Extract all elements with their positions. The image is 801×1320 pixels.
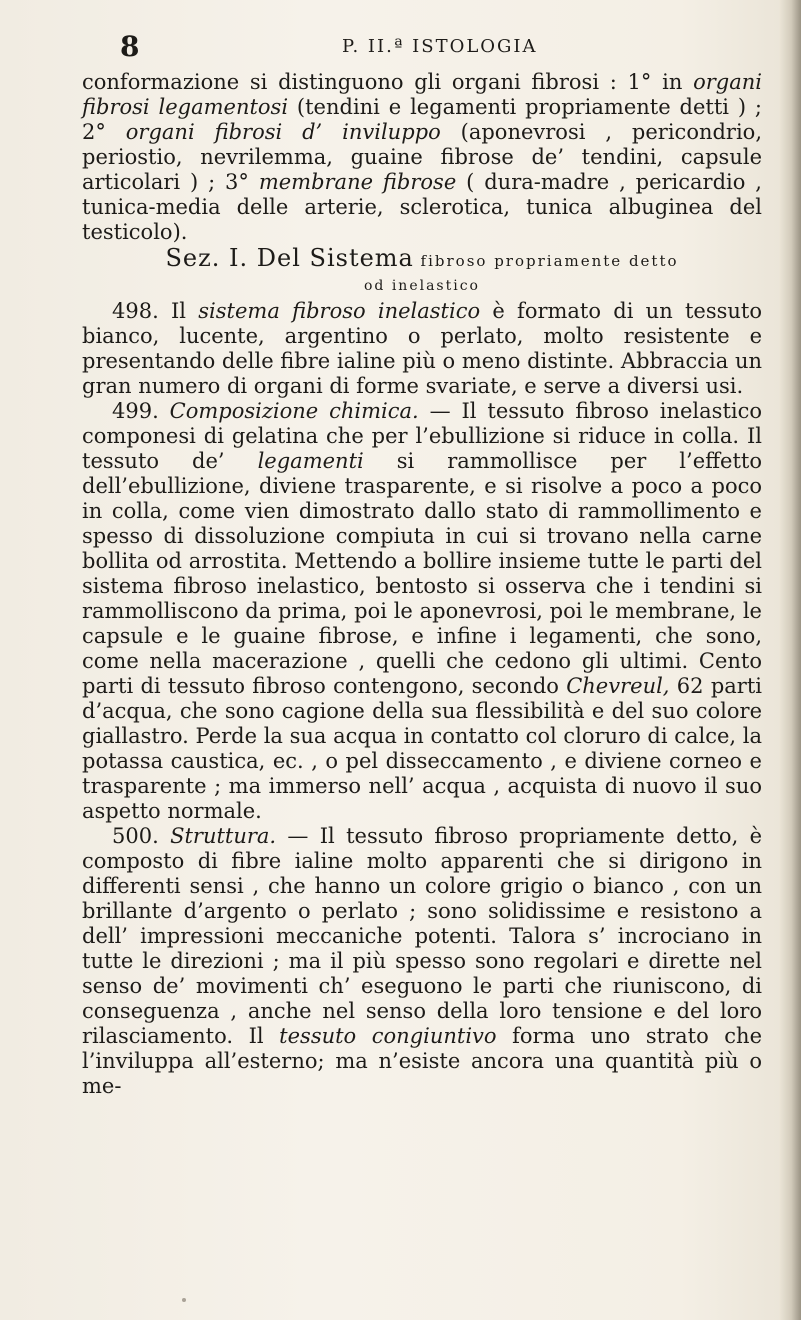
run: è formato di un tessuto bianco, lucente, argentino o perlato, molto resistente e presentando delle fibre ialine più o meno distinte. Abbraccia un gran numero di organi di forme svariate, e serve a diversi usi.	[82, 299, 762, 398]
run-italic: legamenti	[257, 449, 364, 473]
run: forma uno strato che l’inviluppa all’esterno; ma n’esiste ancora una quantità più o me-	[82, 1024, 762, 1098]
page-header	[120, 30, 720, 66]
section-heading-rest: fibroso propriamente detto	[420, 252, 679, 270]
paragraph-499	[82, 399, 762, 824]
run-italic: organi fibrosi legamentosi	[82, 70, 762, 119]
section-subheading: od inelastico	[363, 278, 480, 294]
run: ( dura-madre , pericardio , tunica-media delle arterie, sclerotica, tunica albuginea del testicolo).	[82, 170, 762, 244]
run-italic: tessuto congiuntivo	[279, 1024, 497, 1048]
run-italic: membrane fibrose	[258, 170, 457, 194]
run: conformazione si distinguono gli organi fibrosi : 1° in	[82, 70, 694, 94]
run: — Il tessuto fibroso propriamente detto, è composto di fibre ialine molto apparenti che si dirigono in differenti sensi , che hanno un colore grigio o bianco , con un brillante d’argento o perlato ; sono solidissime e resistono a dell’ impressioni meccaniche potenti. Talora s’ incrociano in tutte le direzioni ; ma il più spesso sono regolari e dirette nel senso de’ movimenti ch’ eseguono le parti che riuniscono, di conseguenza , anche nel senso della loro tensione e del loro rilasciamento. Il	[82, 824, 762, 1048]
running-title: P. II.ª ISTOLOGIA	[342, 36, 538, 57]
run-italic: Chevreul,	[566, 674, 670, 698]
section-heading	[82, 245, 762, 274]
body-text	[82, 70, 762, 1099]
run-italic: Struttura.	[170, 824, 277, 848]
run: — Il tessuto fibroso inelastico componesi di gelatina che per l’ebullizione si riduce in colla. Il tessuto de’	[82, 399, 762, 473]
run: (aponevrosi , pericondrio, periostio, nevrilemma, guaine fibrose de’ tendini, capsule articolari ) ; 3°	[82, 120, 762, 194]
paragraph-500	[82, 824, 762, 1099]
run-italic: Composizione chimica.	[169, 399, 419, 423]
paper-speck	[182, 1298, 186, 1302]
paragraph-498	[82, 299, 762, 399]
run: (tendini e legamenti propriamente detti ) ; 2°	[82, 95, 762, 144]
run-italic: sistema fibroso inelastico	[198, 299, 481, 323]
intro-paragraph	[82, 70, 762, 245]
run: 499.	[112, 399, 170, 423]
page-number: 8	[120, 30, 141, 63]
page-spine-shadow	[779, 0, 801, 1320]
run: 62 parti d’acqua, che sono cagione della sua flessibilità e del suo colore giallastro. Perde la sua acqua in contatto col cloruro di calce, la potassa caustica, ec. , o pel disseccamento , e diviene corneo e trasparente ; ma immerso nell’ acqua , acquista di nuovo il suo aspetto normale.	[82, 674, 763, 823]
run-italic: organi fibrosi d’ inviluppo	[125, 120, 441, 144]
run: si rammollisce per l’effetto dell’ebullizione, diviene trasparente, e si risolve a poco a poco in colla, come vien dimostrato dallo stato di rammollimento e spesso di dissoluzione compiuta in cui si trovano nella carne bollita od arrostita. Mettendo a bollire insieme tutte le parti del sistema fibroso inelastico, bentosto si osserva che i tendini si rammolliscono da prima, poi le aponevrosi, poi le membrane, le capsule e le guaine fibrose, e infine i legamenti, che sono, come nella macerazione , quelli che cedono gli ultimi. Cento parti di tessuto fibroso contengono, secondo	[82, 449, 762, 698]
section-heading-lead: Sez. I. Del Sistema	[165, 244, 414, 272]
run: 498. Il	[112, 299, 199, 323]
run: 500.	[112, 824, 171, 848]
